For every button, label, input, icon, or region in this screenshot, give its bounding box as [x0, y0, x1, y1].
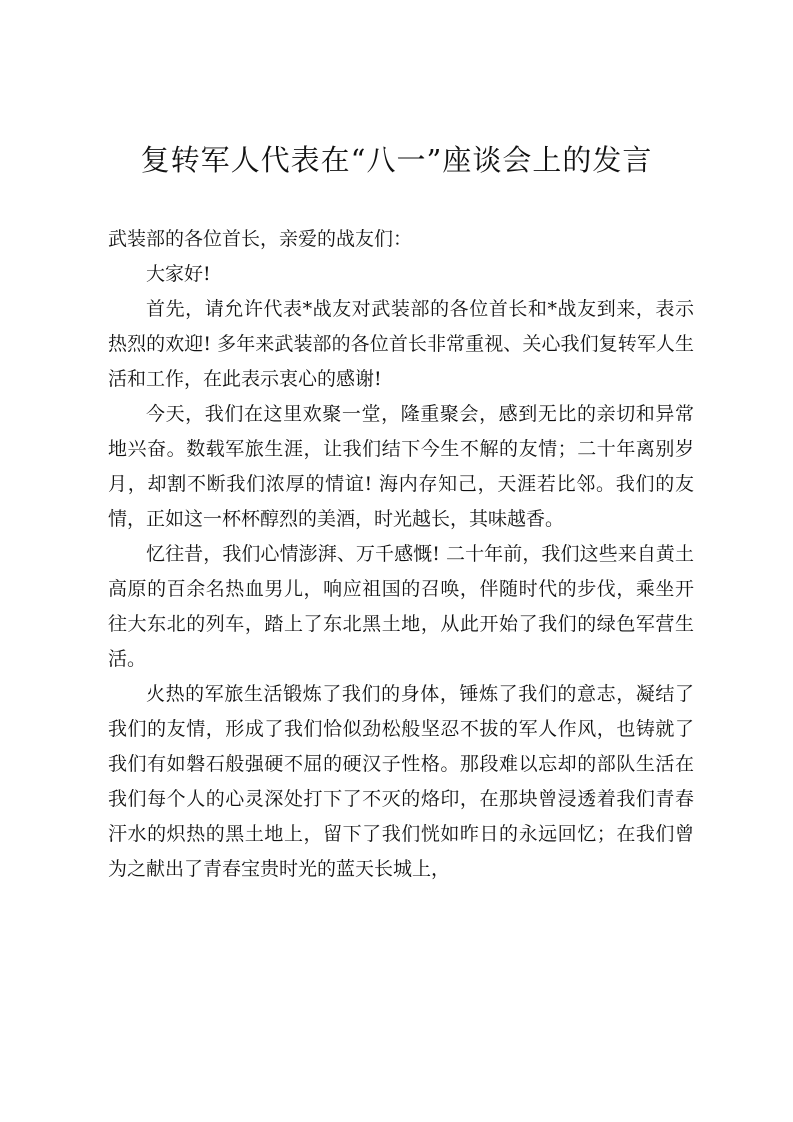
salutation: 武装部的各位首长，亲爱的战友们：	[108, 228, 413, 250]
paragraph-greeting: 大家好!	[146, 263, 211, 285]
paragraph-military-life: 火热的军旅生活锻炼了我们的身体，锤炼了我们的意志，凝结了我们的友情，形成了我们恰似劲松般坚忍不拔的军人作风，也铸就了我们有如磐石般强硬不屈的硬汉子性格。那段难以忘却的部队生活在我们每个人的心灵深处打下了不灭的烙印，在那块曾浸透着我们青春汗水的炽热的黑土地上，留下了我们恍如昨日的永远回忆；在我们曾为之献出了青春宝贵时光的蓝天长城上，	[108, 683, 694, 880]
paragraph-reunion: 今天，我们在这里欢聚一堂，隆重聚会，感到无比的亲切和异常地兴奋。数载军旅生涯，让我们结下今生不解的友情；二十年离别岁月，却割不断我们浓厚的情谊! 海内存知己，天涯若比邻。我们的友情，正如这一杯杯醇烈的美酒，时光越长，其味越香。	[108, 403, 694, 530]
paragraph-welcome: 首先，请允许代表*战友对武装部的各位首长和*战友到来，表示热烈的欢迎! 多年来武装部的各位首长非常重视、关心我们复转军人生活和工作，在此表示衷心的感谢!	[108, 298, 694, 390]
document-body	[108, 222, 694, 887]
paragraph-memories: 忆往昔，我们心情澎湃、万千感慨! 二十年前，我们这些来自黄土高原的百余名热血男儿，响应祖国的召唤，伴随时代的步伐，乘坐开往大东北的列车，踏上了东北黑土地，从此开始了我们的绿色军营生活。	[108, 543, 694, 670]
document-title: 复转军人代表在“八一”座谈会上的发言	[140, 143, 653, 177]
